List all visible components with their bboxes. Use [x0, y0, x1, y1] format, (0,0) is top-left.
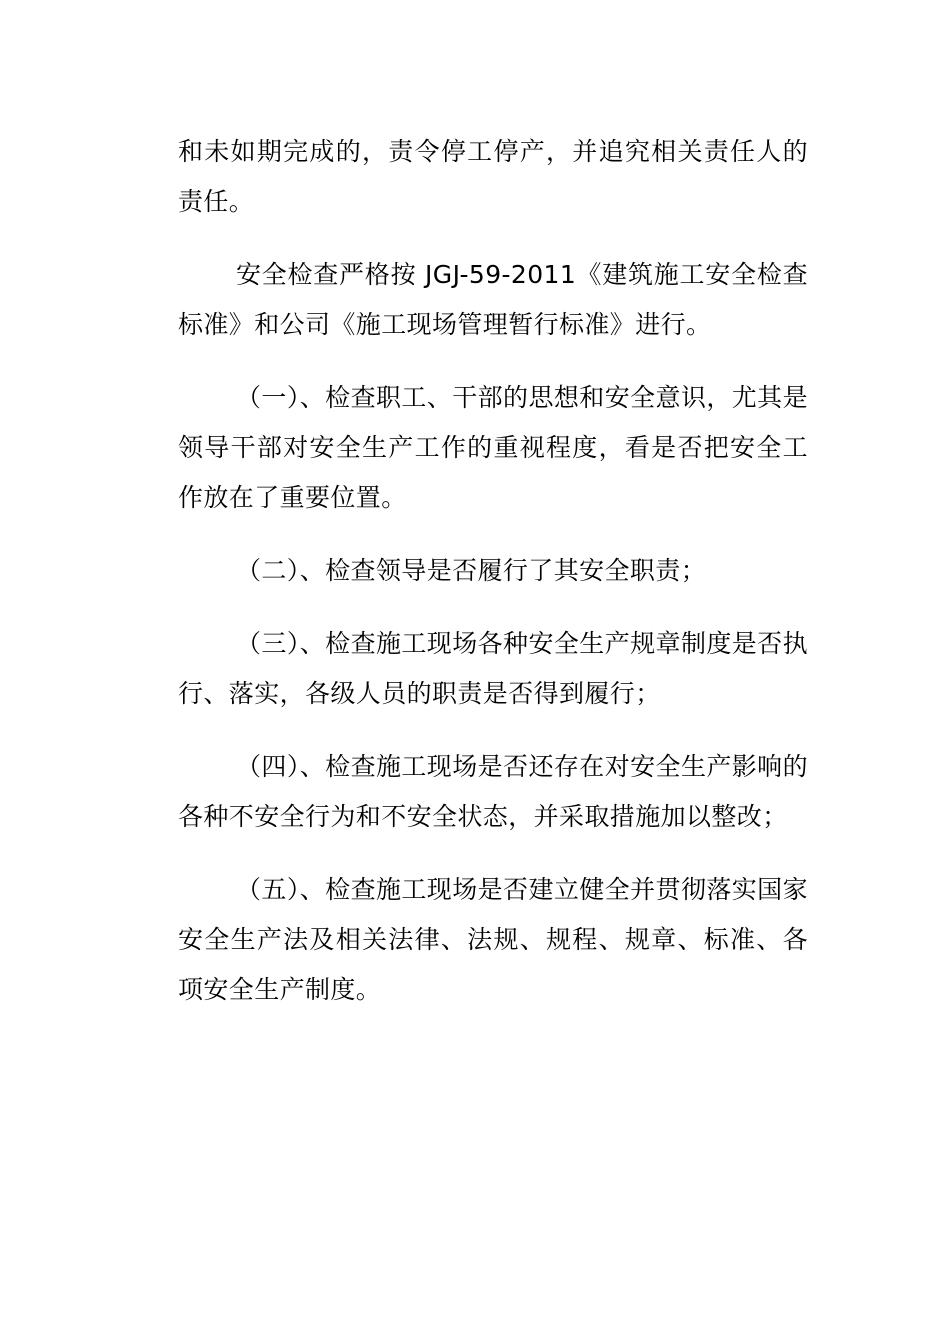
paragraph-item-2: （二）、检查领导是否履行了其安全职责； [236, 556, 707, 585]
document-body [178, 127, 808, 1038]
paragraph-continuation: 和未如期完成的，责令停工停产，并追究相关责任人的责任。 [178, 137, 808, 216]
paragraph-item-5: （五）、检查施工现场是否建立健全并贯彻落实国家安全生产法及相关法律、法规、规程、规章、标准、各项安全生产制度。 [178, 875, 808, 1004]
paragraph-item-3: （三）、检查施工现场各种安全生产规章制度是否执行、落实，各级人员的职责是否得到履行； [178, 629, 808, 708]
paragraph-inspection-standard: 安全检查严格按 JGJ-59-2011《建筑施工安全检查标准》和公司《施工现场管理暂行标准》进行。 [178, 260, 808, 339]
paragraph-item-1: （一）、检查职工、干部的思想和安全意识，尤其是领导干部对安全生产工作的重视程度，看是否把安全工作放在了重要位置。 [178, 383, 808, 512]
paragraph-item-4: （四）、检查施工现场是否还存在对安全生产影响的各种不安全行为和不安全状态，并采取措施加以整改； [178, 752, 808, 831]
